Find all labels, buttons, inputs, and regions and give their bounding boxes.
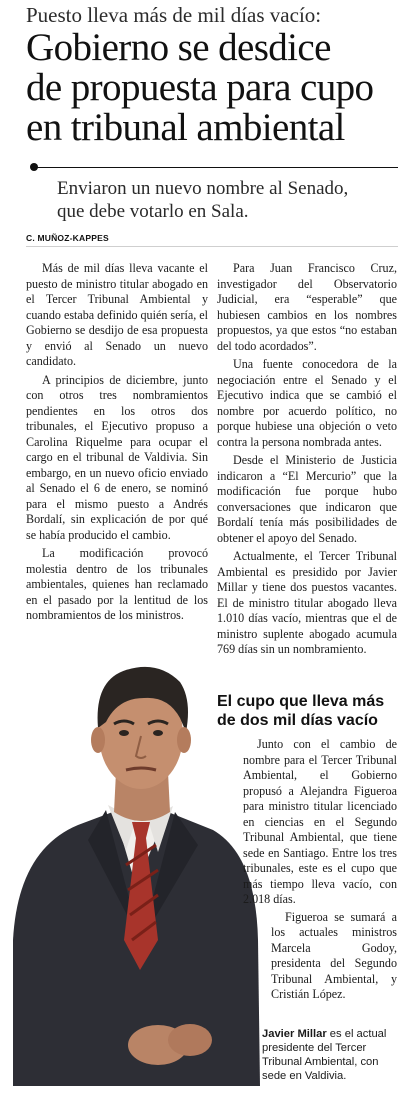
body-paragraph: Una fuente conocedora de la negociación entre el Senado y el Ejecutivo indica que se cambió el nombre por acuerdo político, no porque hubiese una objeción o veto contra la persona nombrada antes. <box>217 357 397 449</box>
body-paragraph: Desde el Ministerio de Justicia indicaron a “El Mercurio” que la modificación fue porque hubo conversaciones que indicaron que Bordalí tenía más posibilidades de obtener el apoyo del Senado. <box>217 453 397 545</box>
subhead-line: Enviaron un nuevo nombre al Senado, <box>57 178 349 199</box>
headline-line: en tribunal ambiental <box>26 106 345 149</box>
byline-divider <box>26 246 398 247</box>
byline: C. MUÑOZ-KAPPES <box>26 233 109 243</box>
sidebar-text <box>243 737 397 1005</box>
headline-line: de propuesta para cupo <box>26 66 374 109</box>
body-paragraph: A principios de diciembre, junto con otros tres nombramientos pendientes en los otros dos tribunales, el Ejecutivo propuso a Carolina Riquelme para ocupar el cargo en el tribunal de Valdivia. Sin embargo, en un nuevo oficio enviado al Senado el 6 de enero, se nominó para el mismo puesto a Andrés Bordalí, sin explicación de por qué se había producido el cambio. <box>26 372 208 542</box>
body-paragraph: Para Juan Francisco Cruz, investigador del Observatorio Judicial, era “esperable” que hubiesen cambios en los nombres propuestos, ya que estos “no estaban del todo acordados”. <box>217 261 397 353</box>
body-paragraph: La modificación provocó molestia dentro de los tribunales ambientales, quienes han reclamado en el pasado por la lentitud de los nombramientos de los ministros. <box>26 546 208 622</box>
article-subhead <box>57 177 402 223</box>
caption-name: Javier Millar <box>262 1028 327 1040</box>
body-paragraph: Más de mil días lleva vacante el puesto de ministro titular abogado en el Tercer Tribunal Ambiental y cuando estaba definido quién sería, el Gobierno se desdijo de esa propuesta y envió al Senado un nuevo candidato. <box>26 261 209 368</box>
sidebar-heading-line: El cupo que lleva más <box>217 693 385 710</box>
sidebar-heading <box>217 692 399 730</box>
sidebar-heading-line: de dos mil días vacío <box>217 712 378 729</box>
headline-line: Gobierno se desdice <box>26 26 331 69</box>
sidebar-paragraph: Junto con el cambio de nombre para el Tercer Tribunal Ambiental, el Gobierno propusó a Alejandra Figueroa para ministro titular licenciado en ciencias en el Segundo Tribunal Ambiental, que tiene sede en Santiago. Entre los tres tribunales, este es el cupo que más tiempo lleva vacío, con 2.018 días. <box>243 737 397 906</box>
caption-text: es el actual presidente del Tercer Tribunal Ambiental, con sede en Valdivia. <box>262 1028 387 1082</box>
body-paragraph: Actualmente, el Tercer Tribunal Ambiental es presidido por Javier Millar y tiene dos puestos vacantes. El de ministro titular abogado lleva 1.010 días vacío, mientras que el de ministro suplente abogado acumula 769 días sin un nombramiento. <box>217 549 397 656</box>
body-column-2 <box>217 261 397 661</box>
subhead-line: que debe votarlo en Sala. <box>57 201 249 222</box>
body-column-1 <box>26 261 208 627</box>
article-kicker: Puesto lleva más de mil días vacío: <box>26 3 322 27</box>
sidebar-paragraph: Figueroa se sumará a los actuales ministros Marcela Godoy, presidenta del Segundo Tribunal Ambiental, y Cristián López. <box>271 909 397 1001</box>
photo-caption <box>262 1027 402 1083</box>
article-headline <box>26 28 398 148</box>
headline-divider <box>36 167 398 168</box>
